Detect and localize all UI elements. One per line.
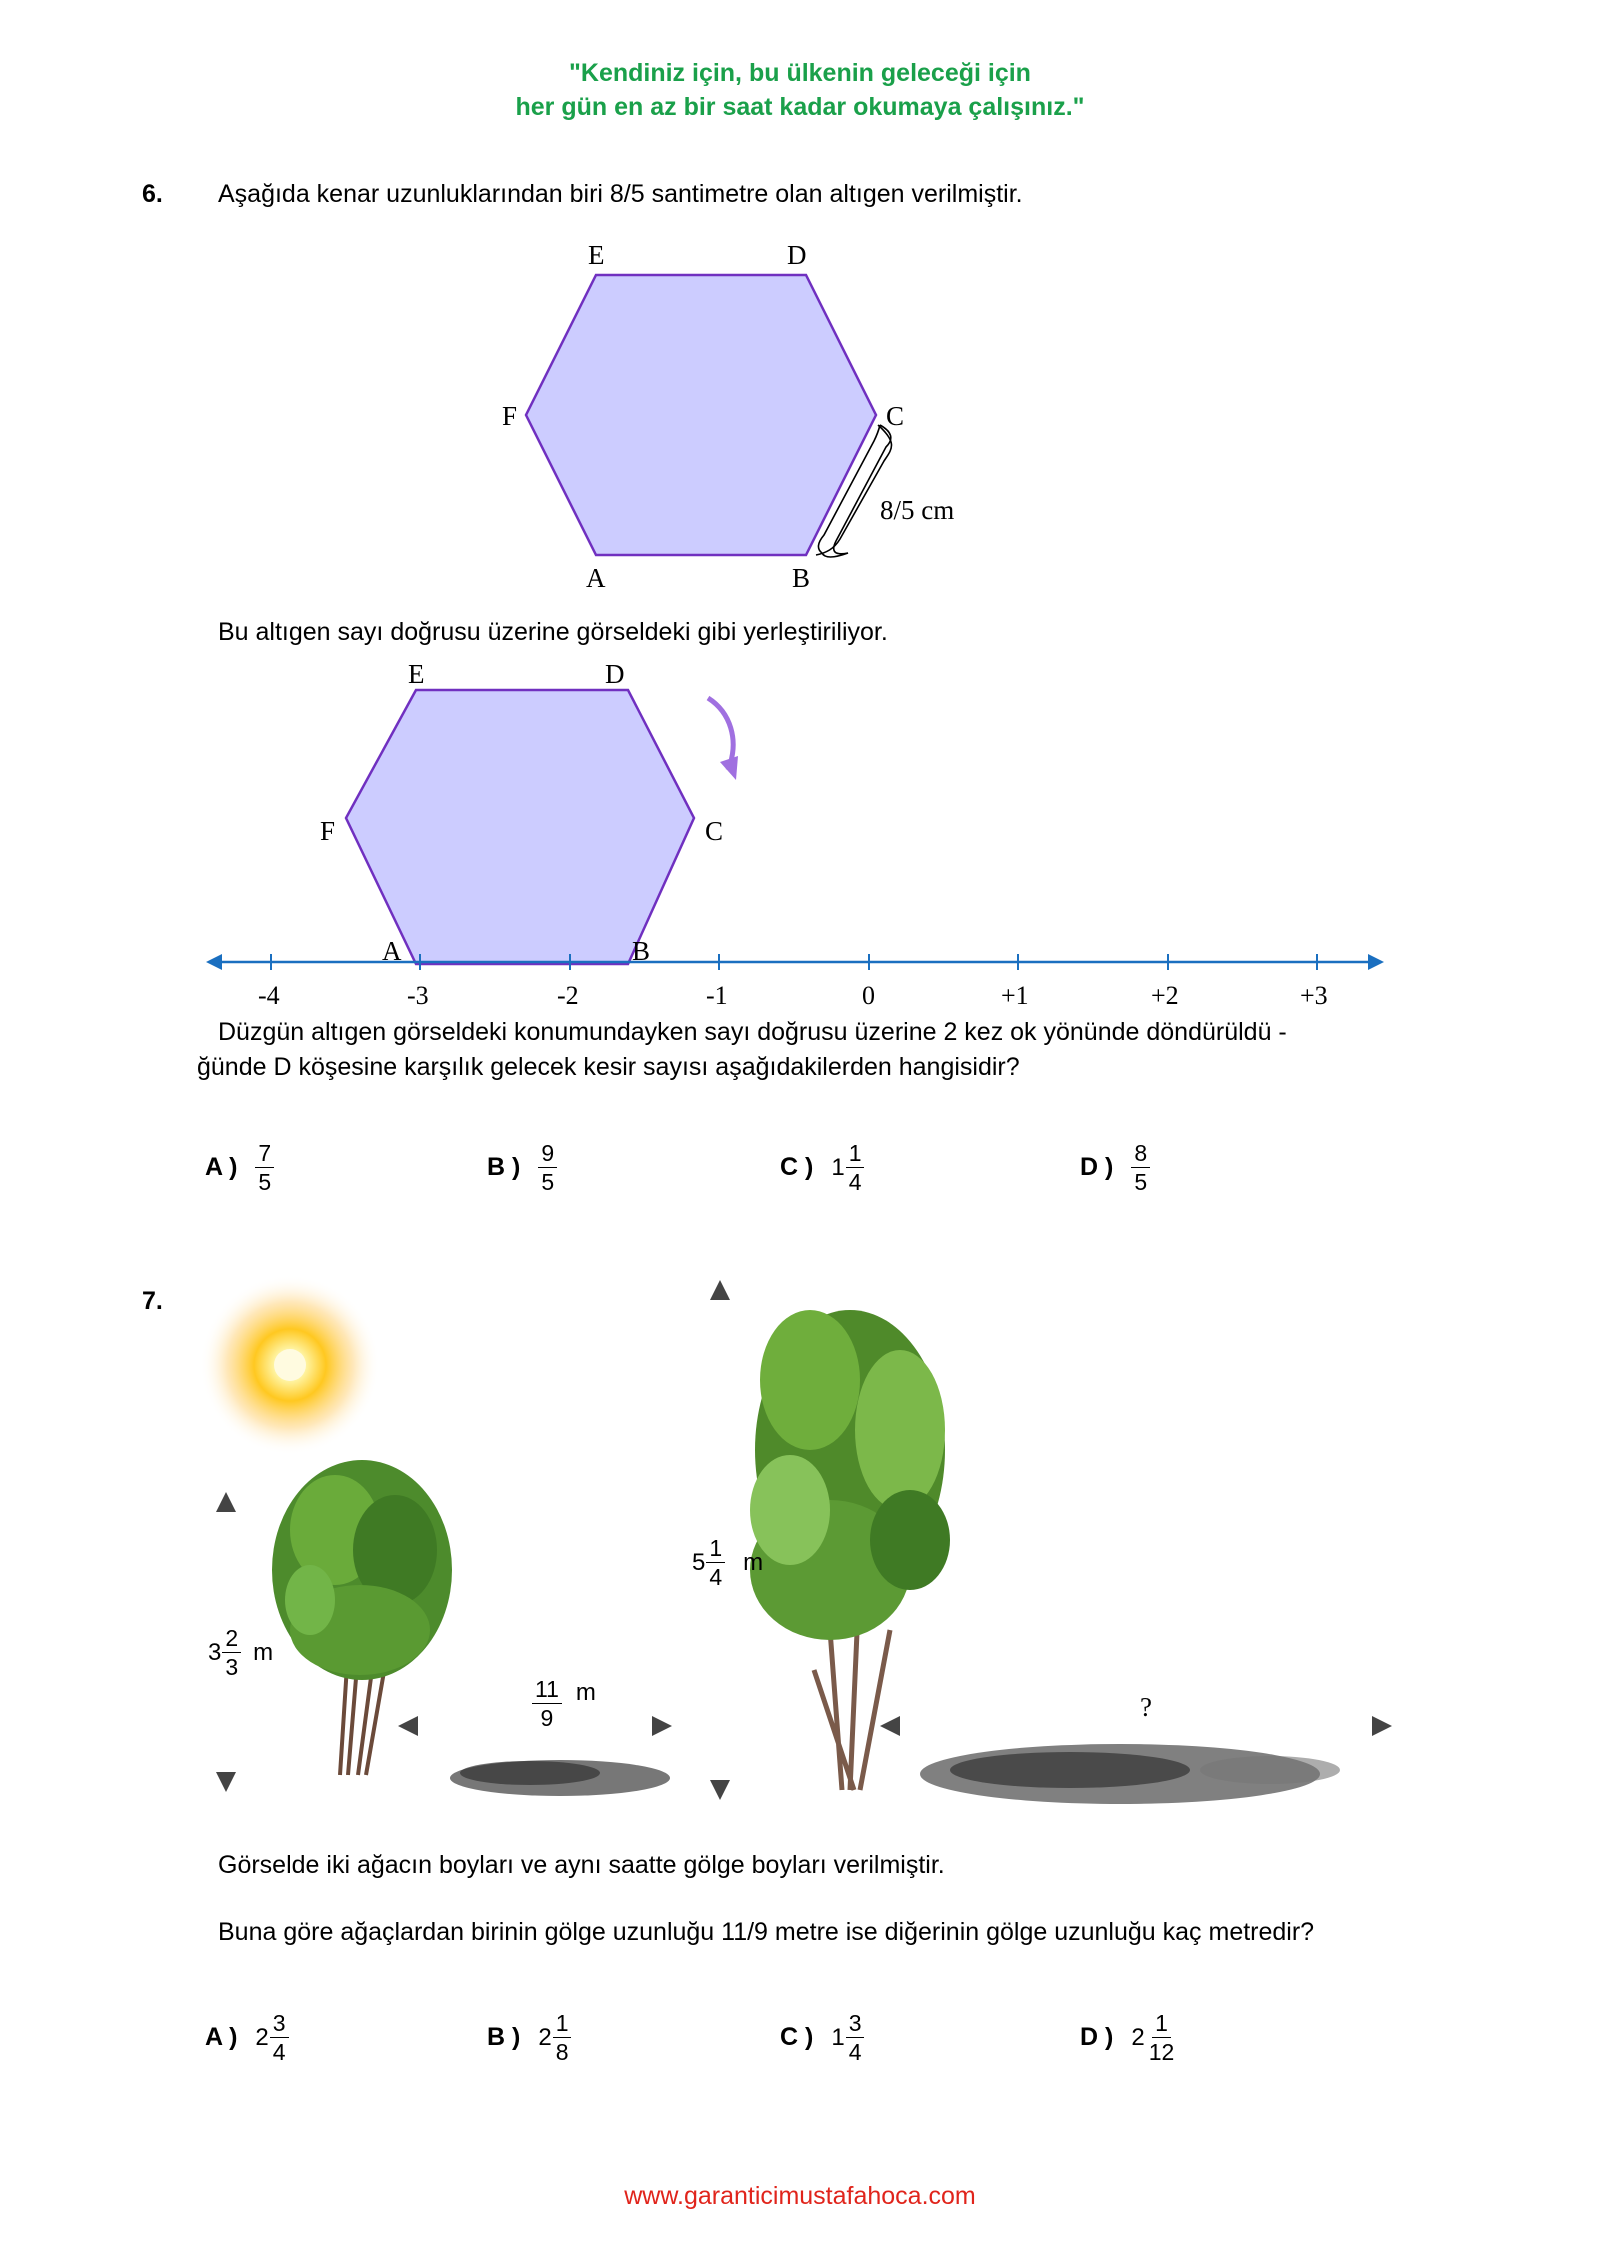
- footer-website-link[interactable]: www.garanticimustafahoca.com: [624, 2182, 976, 2210]
- option-fraction: $\frac{1}{8}$: [553, 2010, 572, 2065]
- q6-option-a[interactable]: [205, 1140, 274, 1195]
- option-fraction: $\frac{8}{5}$: [1131, 1140, 1150, 1195]
- option-label: A ): [205, 2023, 238, 2051]
- q6-option-d[interactable]: [1080, 1140, 1150, 1195]
- big-tree-height-label: 5 $\frac{1}{4}$ m: [692, 1535, 764, 1590]
- option-label: D ): [1080, 1153, 1114, 1181]
- tick-label: +2: [1151, 981, 1179, 1010]
- number-line-figure: [200, 650, 1400, 1010]
- question-6-intro: Aşağıda kenar uzunluklarından biri 8/5 santimetre olan altıgen verilmiştir.: [218, 180, 1023, 208]
- q6-option-c[interactable]: [780, 1140, 864, 1195]
- small-shadow-label: $\frac{11}{9}$ m: [532, 1676, 596, 1731]
- option-label: C ): [780, 2023, 814, 2051]
- trees-figure: [190, 1270, 1410, 1810]
- tick-label: +1: [1001, 981, 1029, 1010]
- option-fraction: $\frac{1}{4}$: [846, 1140, 865, 1195]
- hexagon-figure: [480, 235, 1000, 605]
- motto-line-1: "Kendiniz için, bu ülkenin geleceği için: [569, 59, 1031, 87]
- vertex-label-c: C: [705, 816, 724, 846]
- question-6-line-1: Düzgün altıgen görseldeki konumundayken sayı doğrusu üzerine 2 kez ok yönünde döndürüldü -: [218, 1018, 1287, 1046]
- vertex-label-f: F: [502, 401, 518, 431]
- option-whole: 2: [538, 2023, 552, 2051]
- q6-option-b[interactable]: [487, 1140, 557, 1195]
- question-7-text-2: Buna göre ağaçlardan birinin gölge uzunluğu 11/9 metre ise diğerinin gölge uzunluğu kaç metredir?: [218, 1918, 1315, 1946]
- option-whole: 1: [831, 2023, 845, 2051]
- option-fraction: $\frac{3}{4}$: [270, 2010, 289, 2065]
- q7-option-c[interactable]: [780, 2010, 864, 2065]
- vertex-label-a: A: [586, 563, 606, 593]
- small-tree-height-label: 3 $\frac{2}{3}$ m: [208, 1625, 274, 1680]
- option-label: B ): [487, 2023, 521, 2051]
- vertex-label-c: C: [886, 401, 905, 431]
- q7-option-d[interactable]: [1080, 2010, 1177, 2065]
- question-6-number: 6.: [142, 180, 163, 208]
- vertex-label-a: A: [382, 936, 402, 966]
- vertex-label-b: B: [792, 563, 811, 593]
- big-shadow-label: ?: [1140, 1692, 1152, 1722]
- option-whole: 2: [1131, 2023, 1145, 2051]
- tick-label: -2: [557, 981, 579, 1010]
- tick-label: -3: [407, 981, 429, 1010]
- question-6-line-2: ğünde D köşesine karşılık gelecek kesir sayısı aşağıdakilerden hangisidir?: [197, 1053, 1020, 1081]
- vertex-label-b: B: [632, 936, 651, 966]
- option-fraction: $\frac{3}{4}$: [846, 2010, 865, 2065]
- option-label: B ): [487, 1153, 521, 1181]
- option-fraction: $\frac{1}{12}$: [1148, 2010, 1175, 2065]
- tick-label: -1: [706, 981, 728, 1010]
- hexagon-on-line-shape: [346, 690, 694, 964]
- big-tree-icon: [750, 1310, 950, 1790]
- option-label: C ): [780, 1153, 814, 1181]
- vertex-label-f: F: [320, 816, 336, 846]
- option-label: A ): [205, 1153, 238, 1181]
- tick-label: +3: [1300, 981, 1328, 1010]
- vertex-label-d: D: [787, 240, 807, 270]
- vertex-label-e: E: [408, 659, 425, 689]
- option-whole: 2: [255, 2023, 269, 2051]
- vertex-label-d: D: [605, 659, 625, 689]
- sun-core: [274, 1349, 306, 1381]
- motto-line-2: her gün en az bir saat kadar okumaya çalışınız.": [515, 93, 1085, 121]
- side-length-label: 8/5 cm: [880, 495, 955, 525]
- option-whole: 1: [831, 1153, 845, 1181]
- number-line-left-arrow: [206, 954, 222, 970]
- placement-text: Bu altıgen sayı doğrusu üzerine görseldeki gibi yerleştiriliyor.: [218, 618, 888, 646]
- q7-option-b[interactable]: [487, 2010, 571, 2065]
- hexagon-shape: [526, 275, 876, 555]
- motto: [0, 56, 1600, 124]
- question-7-text-1: Görselde iki ağacın boyları ve aynı saatte gölge boyları verilmiştir.: [218, 1851, 945, 1879]
- rotation-arrowhead: [720, 756, 738, 780]
- tick-label: 0: [862, 981, 875, 1010]
- question-7-number: 7.: [142, 1287, 163, 1315]
- tick-label: -4: [258, 981, 280, 1010]
- q7-option-a[interactable]: [205, 2010, 289, 2065]
- option-fraction: $\frac{7}{5}$: [255, 1140, 274, 1195]
- option-label: D ): [1080, 2023, 1114, 2051]
- vertex-label-e: E: [588, 240, 605, 270]
- number-line-right-arrow: [1368, 954, 1384, 970]
- option-fraction: $\frac{9}{5}$: [538, 1140, 557, 1195]
